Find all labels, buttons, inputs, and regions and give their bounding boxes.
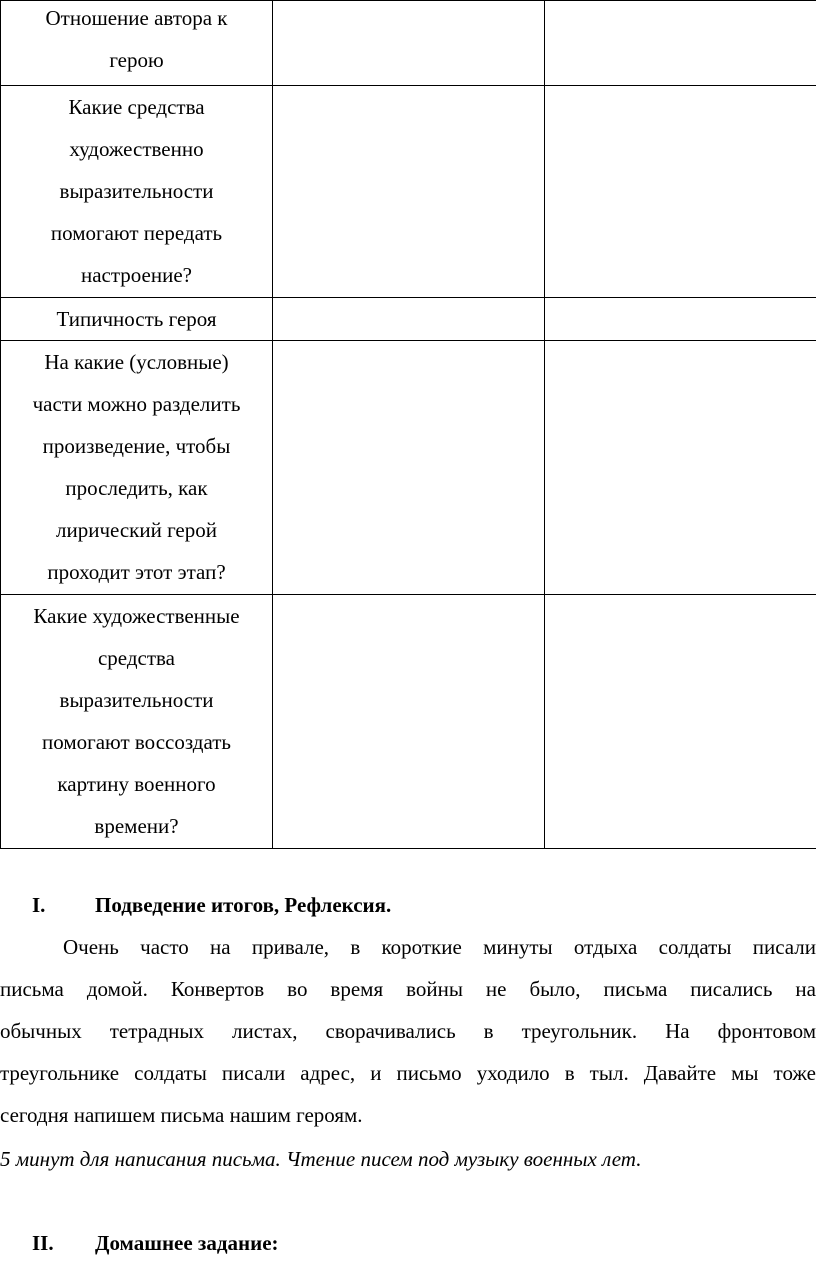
question-cell xyxy=(1,341,273,595)
answer-cell[interactable] xyxy=(545,86,816,298)
paragraph-line: обычных тетрадных листах, сворачивались в треугольник. На фронтовом xyxy=(0,1019,816,1043)
question-line: помогают воссоздать xyxy=(42,730,231,754)
question-cell xyxy=(1,1,273,86)
paragraph-line: письма домой. Конвертов во время войны не было, письма писались на xyxy=(0,977,816,1001)
table-row xyxy=(1,86,816,298)
question-line: картину военного xyxy=(57,772,216,796)
section-title: Подведение итогов, Рефлексия. xyxy=(95,893,392,917)
question-line: проследить, как xyxy=(65,476,208,500)
question-line: лирический герой xyxy=(55,518,217,542)
question-line: средства xyxy=(97,646,175,670)
section-heading-homework xyxy=(32,1222,279,1264)
paragraph-line: треугольнике солдаты писали адрес, и письмо уходило в тыл. Давайте мы тоже xyxy=(0,1061,816,1085)
answer-cell[interactable] xyxy=(545,595,816,849)
table-row xyxy=(1,1,816,86)
question-cell xyxy=(1,298,273,341)
section-title: Домашнее задание: xyxy=(95,1231,279,1255)
question-line: проходит этот этап? xyxy=(47,560,226,584)
question-cell xyxy=(1,595,273,849)
instruction-text: 5 минут для написания письма. Чтение писем под музыку военных лет. xyxy=(0,1147,642,1171)
answer-cell[interactable] xyxy=(545,298,816,341)
answer-cell[interactable] xyxy=(273,341,545,595)
table-row xyxy=(1,595,816,849)
answer-cell[interactable] xyxy=(273,86,545,298)
answer-cell[interactable] xyxy=(273,595,545,849)
section-heading-summary xyxy=(32,884,391,926)
question-line: помогают передать xyxy=(50,221,223,245)
question-line: герою xyxy=(109,48,164,72)
question-line: Отношение автора к xyxy=(45,6,228,30)
table-row xyxy=(1,298,816,341)
question-line: Какие средства xyxy=(68,95,205,119)
answer-cell[interactable] xyxy=(545,1,816,86)
question-cell xyxy=(1,86,273,298)
question-line: времени? xyxy=(94,814,179,838)
paragraph-line: Очень часто на привале, в короткие минуты отдыха солдаты писали xyxy=(63,935,816,959)
question-line: выразительности xyxy=(59,179,214,203)
paragraph-line: сегодня напишем письма нашим героям. xyxy=(0,1103,363,1127)
question-line: выразительности xyxy=(59,688,214,712)
answer-cell[interactable] xyxy=(273,298,545,341)
question-line: художественно xyxy=(69,137,204,161)
question-line: настроение? xyxy=(80,263,192,287)
question-line: Какие художественные xyxy=(33,604,240,628)
question-line: произведение, чтобы xyxy=(42,434,231,458)
body-paragraph xyxy=(0,926,816,1136)
section-number: II. xyxy=(32,1231,54,1255)
question-line: На какие (условные) xyxy=(44,350,229,374)
question-line: части можно разделить xyxy=(32,392,241,416)
answer-cell[interactable] xyxy=(273,1,545,86)
question-line: Типичность героя xyxy=(56,307,217,331)
section-number: I. xyxy=(32,893,46,917)
answer-cell[interactable] xyxy=(545,341,816,595)
table-row xyxy=(1,341,816,595)
